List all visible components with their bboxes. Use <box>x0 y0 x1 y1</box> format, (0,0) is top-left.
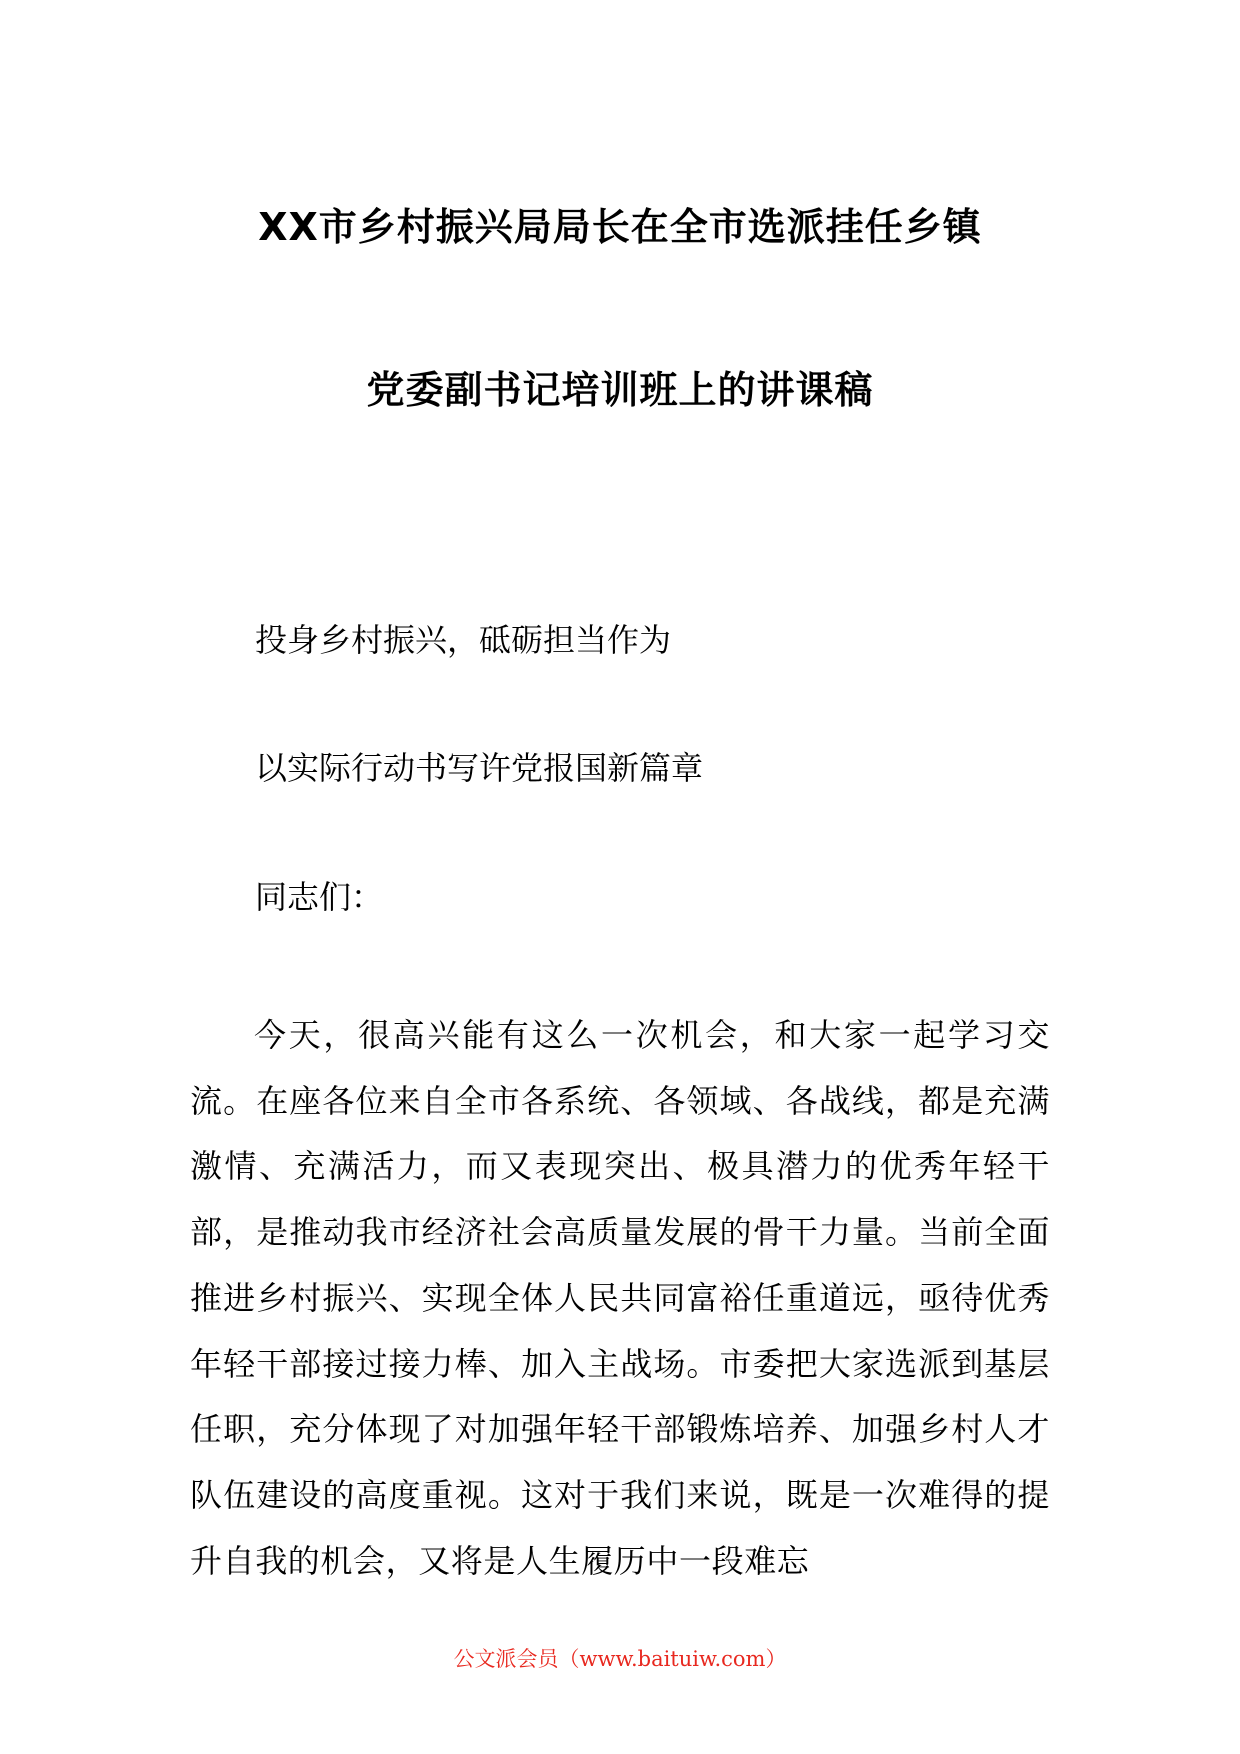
document-title-line-1: XX市乡村振兴局局长在全市选派挂任乡镇 <box>258 205 982 249</box>
document-title-line-2: 党委副书记培训班上的讲课稿 <box>366 368 874 412</box>
subtitle-line-1: 投身乡村振兴，砥砺担当作为 <box>255 621 672 659</box>
footer-watermark-link[interactable]: 公文派会员（www.baituiw.com） <box>453 1647 787 1671</box>
subtitle-line-2: 以实际行动书写许党报国新篇章 <box>255 749 704 787</box>
greeting: 同志们： <box>255 878 384 916</box>
body-paragraph: 今天，很高兴能有这么一次机会，和大家一起学习交流。在座各位来自全市各系统、各领域、各战线，都是充满激情、充满活力，而又表现突出、极具潜力的优秀年轻干部，是推动我市经济社会高质量发展的骨干力量。当前全面推进乡村振兴、实现全体人民共同富裕任重道远，亟待优秀年轻干部接过接力棒、加入主战场。市委把大家选派到基层任职，充分体现了对加强年轻干部锻炼培养、加强乡村人才队伍建设的高度重视。这对于我们来说，既是一次难得的提升自我的机会，又将是人生履历中一段难忘 <box>190 1016 1050 1580</box>
